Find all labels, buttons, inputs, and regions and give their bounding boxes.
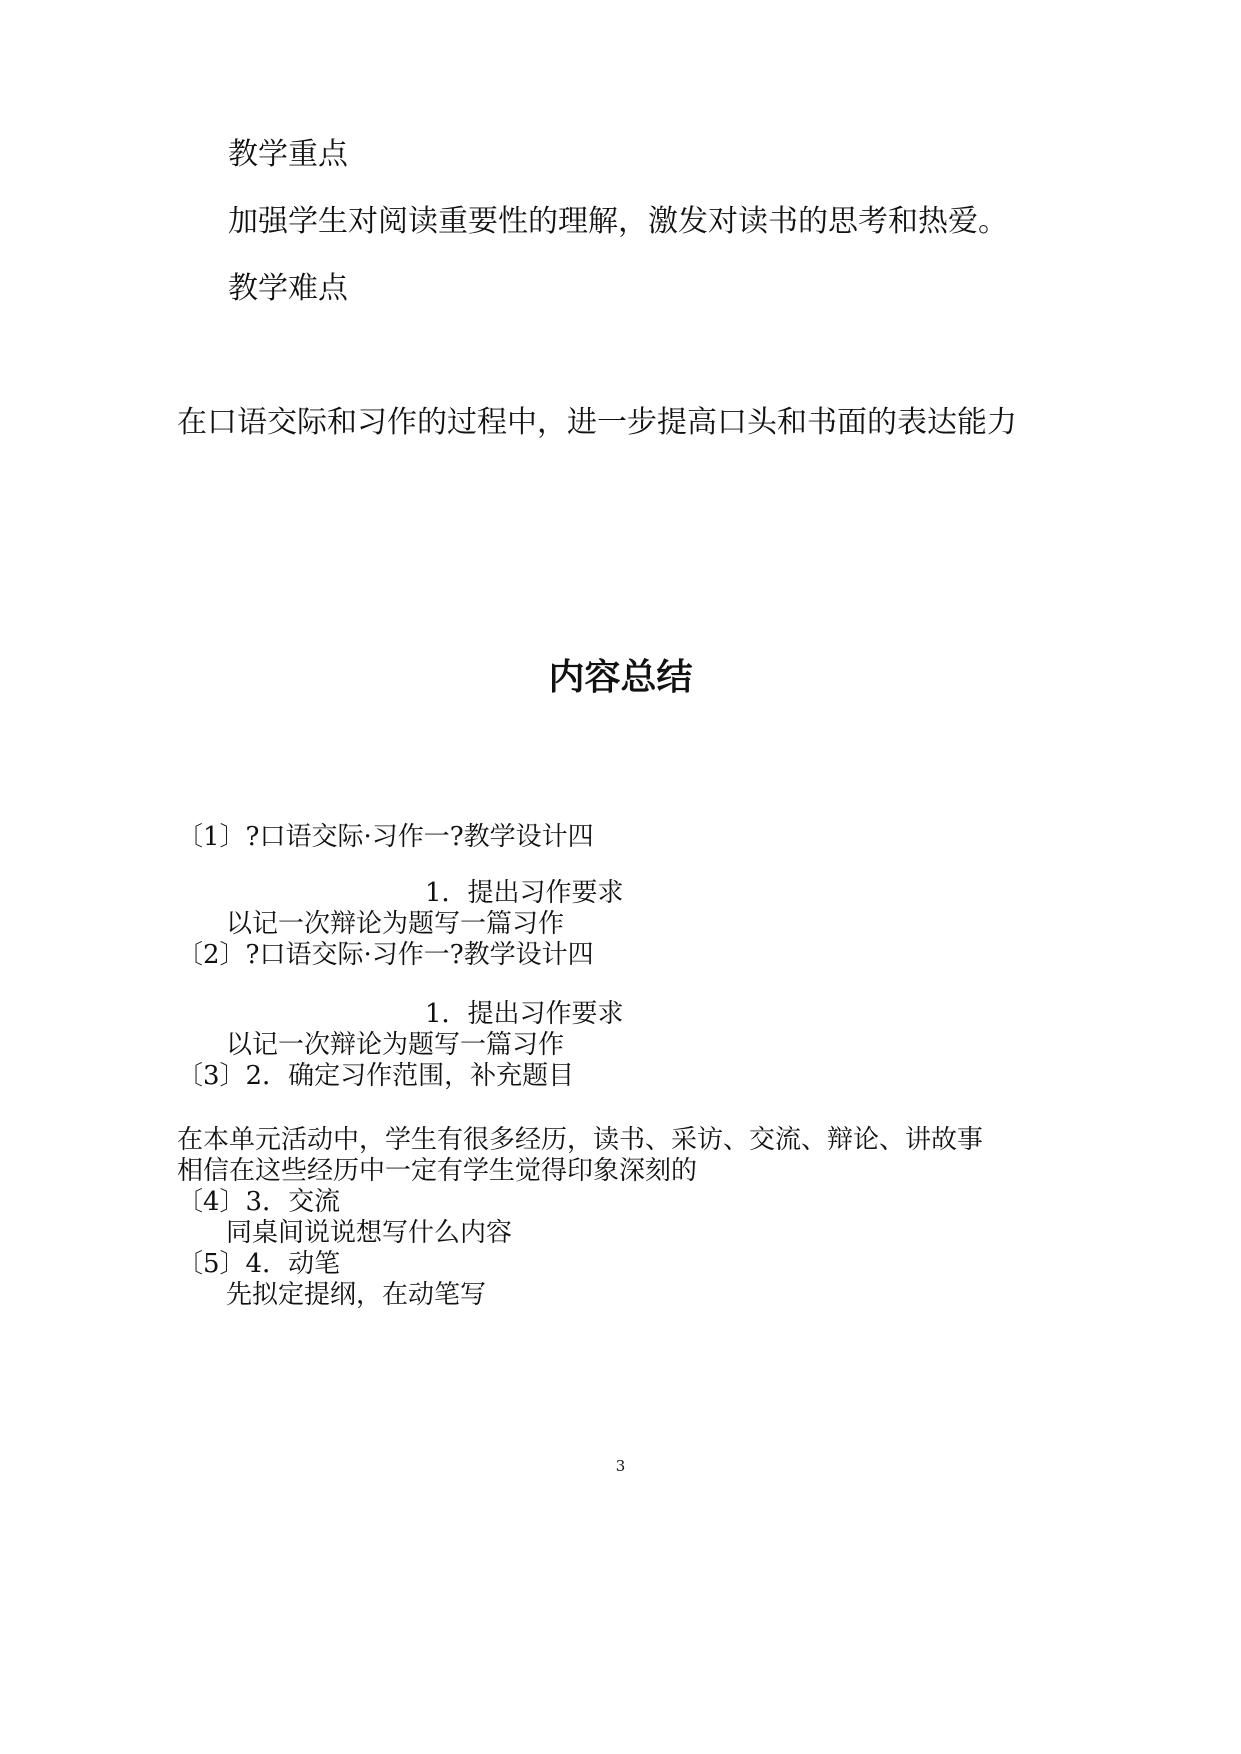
summary-item-detail: 先拟定提纲，在动笔写 [226, 1280, 487, 1310]
difficulty-heading: 教学难点 [228, 271, 348, 306]
focus-heading: 教学重点 [228, 137, 348, 172]
focus-text: 加强学生对阅读重要性的理解，激发对读书的思考和热爱。 [228, 204, 1008, 239]
summary-item-line: 在本单元活动中，学生有很多经历，读书、采访、交流、辩论、讲故事 [177, 1125, 984, 1155]
summary-item-detail: 以记一次辩论为题写一篇习作 [226, 1030, 565, 1060]
summary-item-head: 〔1〕?口语交际·习作一?教学设计四 [177, 822, 594, 852]
summary-item-head: 〔5〕4．动笔 [177, 1249, 341, 1279]
summary-item-detail: 以记一次辩论为题写一篇习作 [226, 909, 565, 939]
summary-item-detail: 同桌间说说想写什么内容 [226, 1218, 513, 1248]
summary-item-sub: 1．提出习作要求 [425, 999, 624, 1029]
summary-title: 内容总结 [548, 657, 693, 698]
summary-item-head: 〔3〕2．确定习作范围，补充题目 [177, 1061, 575, 1091]
summary-item-head: 〔2〕?口语交际·习作一?教学设计四 [177, 940, 594, 970]
page-number: 3 [615, 1457, 626, 1475]
summary-item-sub: 1．提出习作要求 [425, 878, 624, 908]
summary-item-line: 相信在这些经历中一定有学生觉得印象深刻的 [177, 1156, 698, 1186]
difficulty-text: 在口语交际和习作的过程中，进一步提高口头和书面的表达能力 [177, 405, 1017, 440]
summary-item-head: 〔4〕3．交流 [177, 1187, 341, 1217]
